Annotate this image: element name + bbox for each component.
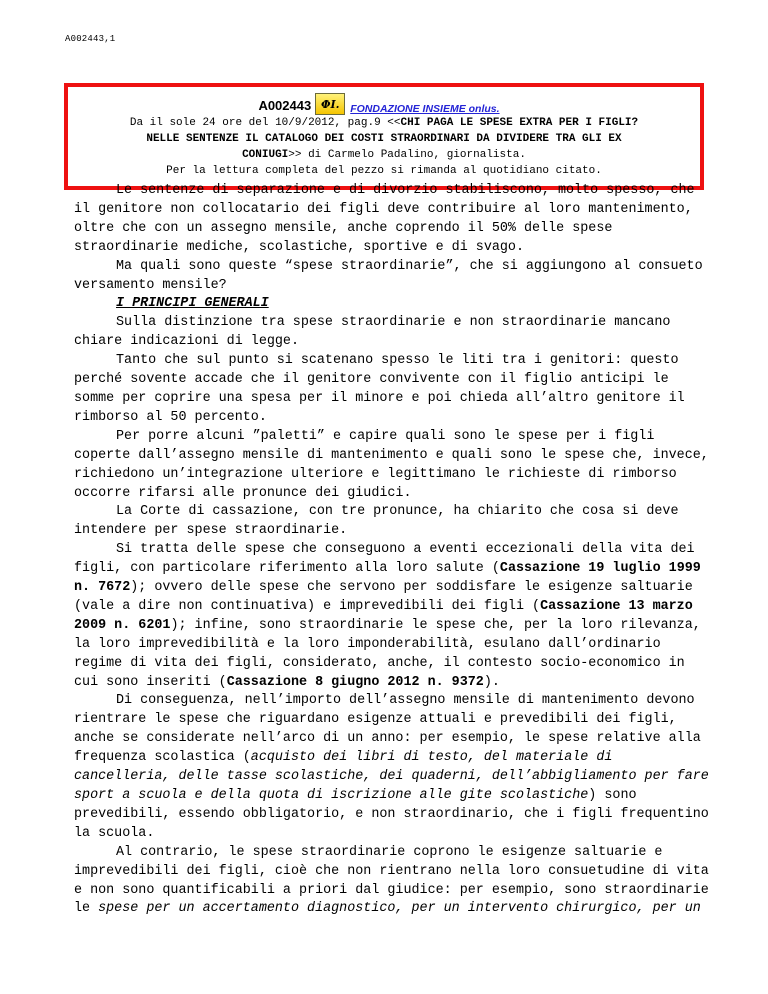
text-span: Si tratta delle spese che conseguono a eventi eccezionali della vita dei figli, con particolare riferimento alla loro salute (	[74, 542, 695, 577]
citation: Cassazione 13 marzo 2009 n. 6201	[74, 598, 693, 633]
article-title-part-3: CONIUGI	[242, 149, 289, 161]
citation: Cassazione 19 luglio 1999 n. 7672	[74, 561, 701, 596]
section-paragraph-2: Tanto che sul punto si scatenano spesso le liti tra i genitori: questo perché sovente accade che il genitore convivente con il figlio anticipi le somme per coprire una spesa per il minore e poi chieda all’altro genitore il rimborso al 50 percento.	[74, 353, 685, 425]
author-credit: >> di Carmelo Padalino, giornalista.	[288, 149, 526, 161]
foundation-logo-icon: ΦI.	[315, 93, 345, 115]
banner-line-4: Per la lettura completa del pezzo si rimanda al quotidiano citato.	[166, 165, 602, 177]
text-span: ); ovvero delle spese che servono per soddisfare le esigenze saltuarie (vale a dire non continuativa) e imprevedibili dei figli (	[74, 580, 693, 614]
intro-paragraph-1: Le sentenze di separazione e di divorzio stabiliscono, molto spesso, che il genitore non collocatario dei figli deve contribuire al loro mantenimento, oltre che con un assegno mensile, anche coprendo il 50% delle spese straordinarie mediche, scolastiche, sportive e di svago.	[74, 183, 695, 255]
intro-paragraph-2: Ma quali sono queste “spese straordinarie”, che si aggiungono al consueto versamento mensile?	[74, 258, 703, 293]
italic-text: acquisto dei libri di testo, del materiale di cancelleria, delle tasse scolastiche, dei quaderni, dell’abbigliamento per fare sport a scuola e della quota di iscrizione alle gite scolastiche	[74, 750, 709, 803]
article-body	[74, 182, 714, 919]
text-span: Al contrario, le spese straordinarie coprono le esigenze saltuarie e imprevedibili dei figli, cioè che non rientrano nella loro consuetudine di vita e non sono quantificabili a priori dal giudice: per esempio, sono straordinarie le	[74, 844, 709, 917]
text-span: ).	[483, 674, 500, 690]
banner-line-2	[68, 131, 700, 147]
text-span: Di conseguenza, nell’importo dell’assegno mensile di mantenimento devono rientrare le spese che riguardano esigenze attuali e prevedibili dei figli, anche se considerate nell’arco di un anno: per esempio, le spese relative alla frequenza scolastica (	[74, 693, 701, 766]
banner-title-row	[68, 91, 700, 115]
section-paragraph-4: La Corte di cassazione, con tre pronunce, ha chiarito che cosa si deve intendere per spese straordinarie.	[74, 504, 679, 539]
document-id: A002443	[258, 98, 312, 113]
article-title-part-2: NELLE SENTENZE IL CATALOGO DEI COSTI STRAORDINARI DA DIVIDERE TRA GLI EX	[146, 133, 622, 145]
foundation-link[interactable]: FONDAZIONE INSIEME onlus.	[350, 103, 500, 115]
italic-text: spese per un accertamento diagnostico, per un intervento chirurgico, per un	[98, 901, 701, 917]
section-paragraph-5	[74, 541, 714, 692]
article-title-part-1: CHI PAGA LE SPESE EXTRA PER I FIGLI?	[400, 117, 639, 129]
banner-line-1	[68, 115, 700, 131]
section-title: I PRINCIPI GENERALI	[116, 296, 269, 312]
banner-source-text: Da il sole 24 ore del 10/9/2012, pag.9 <<	[129, 117, 401, 129]
text-span: ); infine, sono straordinarie le spese che, per la loro rilevanza, la loro imprevedibilità e la loro imponderabilità, esulano dall’ordinario regime di vita dei figli, considerato, anche, il contesto socio-economico in cui sono inseriti (	[74, 617, 701, 690]
text-span: ) sono prevedibili, essendo obbligatorio, e non straordinario, che i figli frequentino la scuola.	[74, 788, 709, 841]
document-reference: A002443,1	[65, 34, 116, 44]
section-paragraph-1: Sulla distinzione tra spese straordinarie e non straordinarie mancano chiare indicazioni di legge.	[74, 315, 671, 350]
source-banner	[64, 83, 704, 190]
section-paragraph-3: Per porre alcuni ”paletti” e capire quali sono le spese per i figli coperte dall’assegno mensile di mantenimento e quali sono le spese che, invece, richiedono un’integrazione ulteriore e legittimano le richieste di rimborso occorre rifarsi alle pronunce dei giudici.	[74, 428, 709, 501]
banner-line-3	[68, 147, 700, 163]
citation: Cassazione 8 giugno 2012 n. 9372	[226, 674, 484, 690]
section-paragraph-6	[74, 692, 714, 843]
section-paragraph-7	[74, 844, 714, 920]
